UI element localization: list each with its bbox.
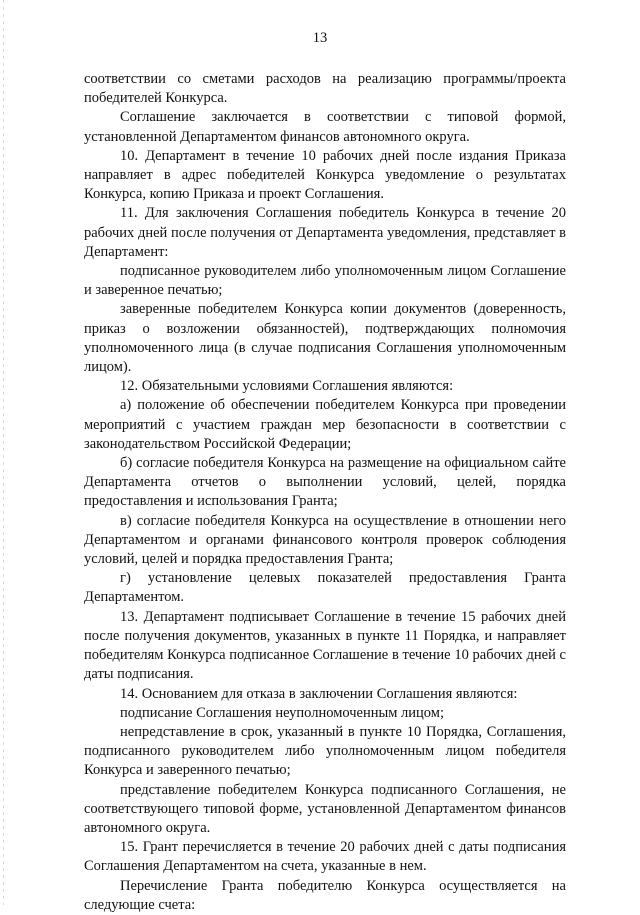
paragraph-item-12-g: г) установление целевых показателей предоставления Гранта Департаментом. [84, 570, 566, 606]
paragraph-item-15: 15. Грант перечисляется в течение 20 рабочих дней с даты подписания Соглашения Департаментом на счета, указанные в нем. [84, 839, 566, 875]
paragraph-item-12-b: б) согласие победителя Конкурса на размещение на официальном сайте Департамента отчетов о выполнении условий, целей, порядка предоставления и использования Гранта; [84, 455, 566, 510]
paragraph-agreement-form: Соглашение заключается в соответствии с типовой формой, установленной Департаментом финансов автономного округа. [84, 109, 566, 145]
paragraph-item-12-v: в) согласие победителя Конкурса на осуществление в отношении него Департаментом и органами финансового контроля проверок соблюдения условий, целей и порядка предоставления Гранта; [84, 512, 566, 568]
paragraph-continuation: соответствии со сметами расходов на реализацию программы/проекта победителей Конкурса. [84, 71, 566, 107]
paragraph-transfer-accounts: Перечисление Гранта победителю Конкурса осуществляется на следующие счета: [84, 877, 566, 913]
paragraph-item-10: 10. Департамент в течение 10 рабочих дней после издания Приказа направляет в адрес победителей Конкурса уведомление о результатах Конкурса, копию Приказа и проект Соглашения. [84, 147, 566, 203]
document-body [84, 70, 566, 915]
page-number: 13 [312, 30, 328, 46]
paragraph-item-12-a: а) положение об обеспечении победителем Конкурса при проведении мероприятий с участием граждан мер безопасности в соответствии с законодательством Российской Федерации; [84, 397, 566, 452]
paragraph-item-12: 12. Обязательными условиями Соглашения являются: [120, 378, 454, 395]
paragraph-item-11-signed: подписанное руководителем либо уполномоченным лицом Соглашение и заверенное печатью; [84, 263, 566, 299]
paragraph-item-13: 13. Департамент подписывает Соглашение в течение 15 рабочих дней после получения документов, указанных в пункте 11 Порядка, и направляет победителям Конкурса подписанное Соглашение в течение 10 рабочих дней с даты подписания. [84, 608, 566, 683]
scan-edge-left [3, 0, 4, 905]
paragraph-item-11-copies: заверенные победителем Конкурса копии документов (доверенность, приказ о возложении обязанностей), подтверждающих полномочия уполномоченного лица (в случае подписания Соглашения уполномоченным лицом). [84, 301, 566, 376]
paragraph-item-14-not-submitted: непредставление в срок, указанный в пункте 10 Порядка, Соглашения, подписанного руководителем либо уполномоченным лицом победителя Конкурса и заверенного печатью; [84, 723, 566, 779]
paragraph-item-14: 14. Основанием для отказа в заключении Соглашения являются: [120, 685, 518, 702]
paragraph-item-11: 11. Для заключения Соглашения победитель Конкурса в течение 20 рабочих дней после получения от Департамента уведомления, представляет в Департамент: [84, 205, 566, 260]
paragraph-item-14-unauthorized: подписание Соглашения неуполномоченным лицом; [120, 704, 444, 721]
paragraph-item-14-nonconforming: представление победителем Конкурса подписанного Соглашения, не соответствующего типовой форме, установленной Департаментом финансов автономного округа. [84, 781, 566, 836]
